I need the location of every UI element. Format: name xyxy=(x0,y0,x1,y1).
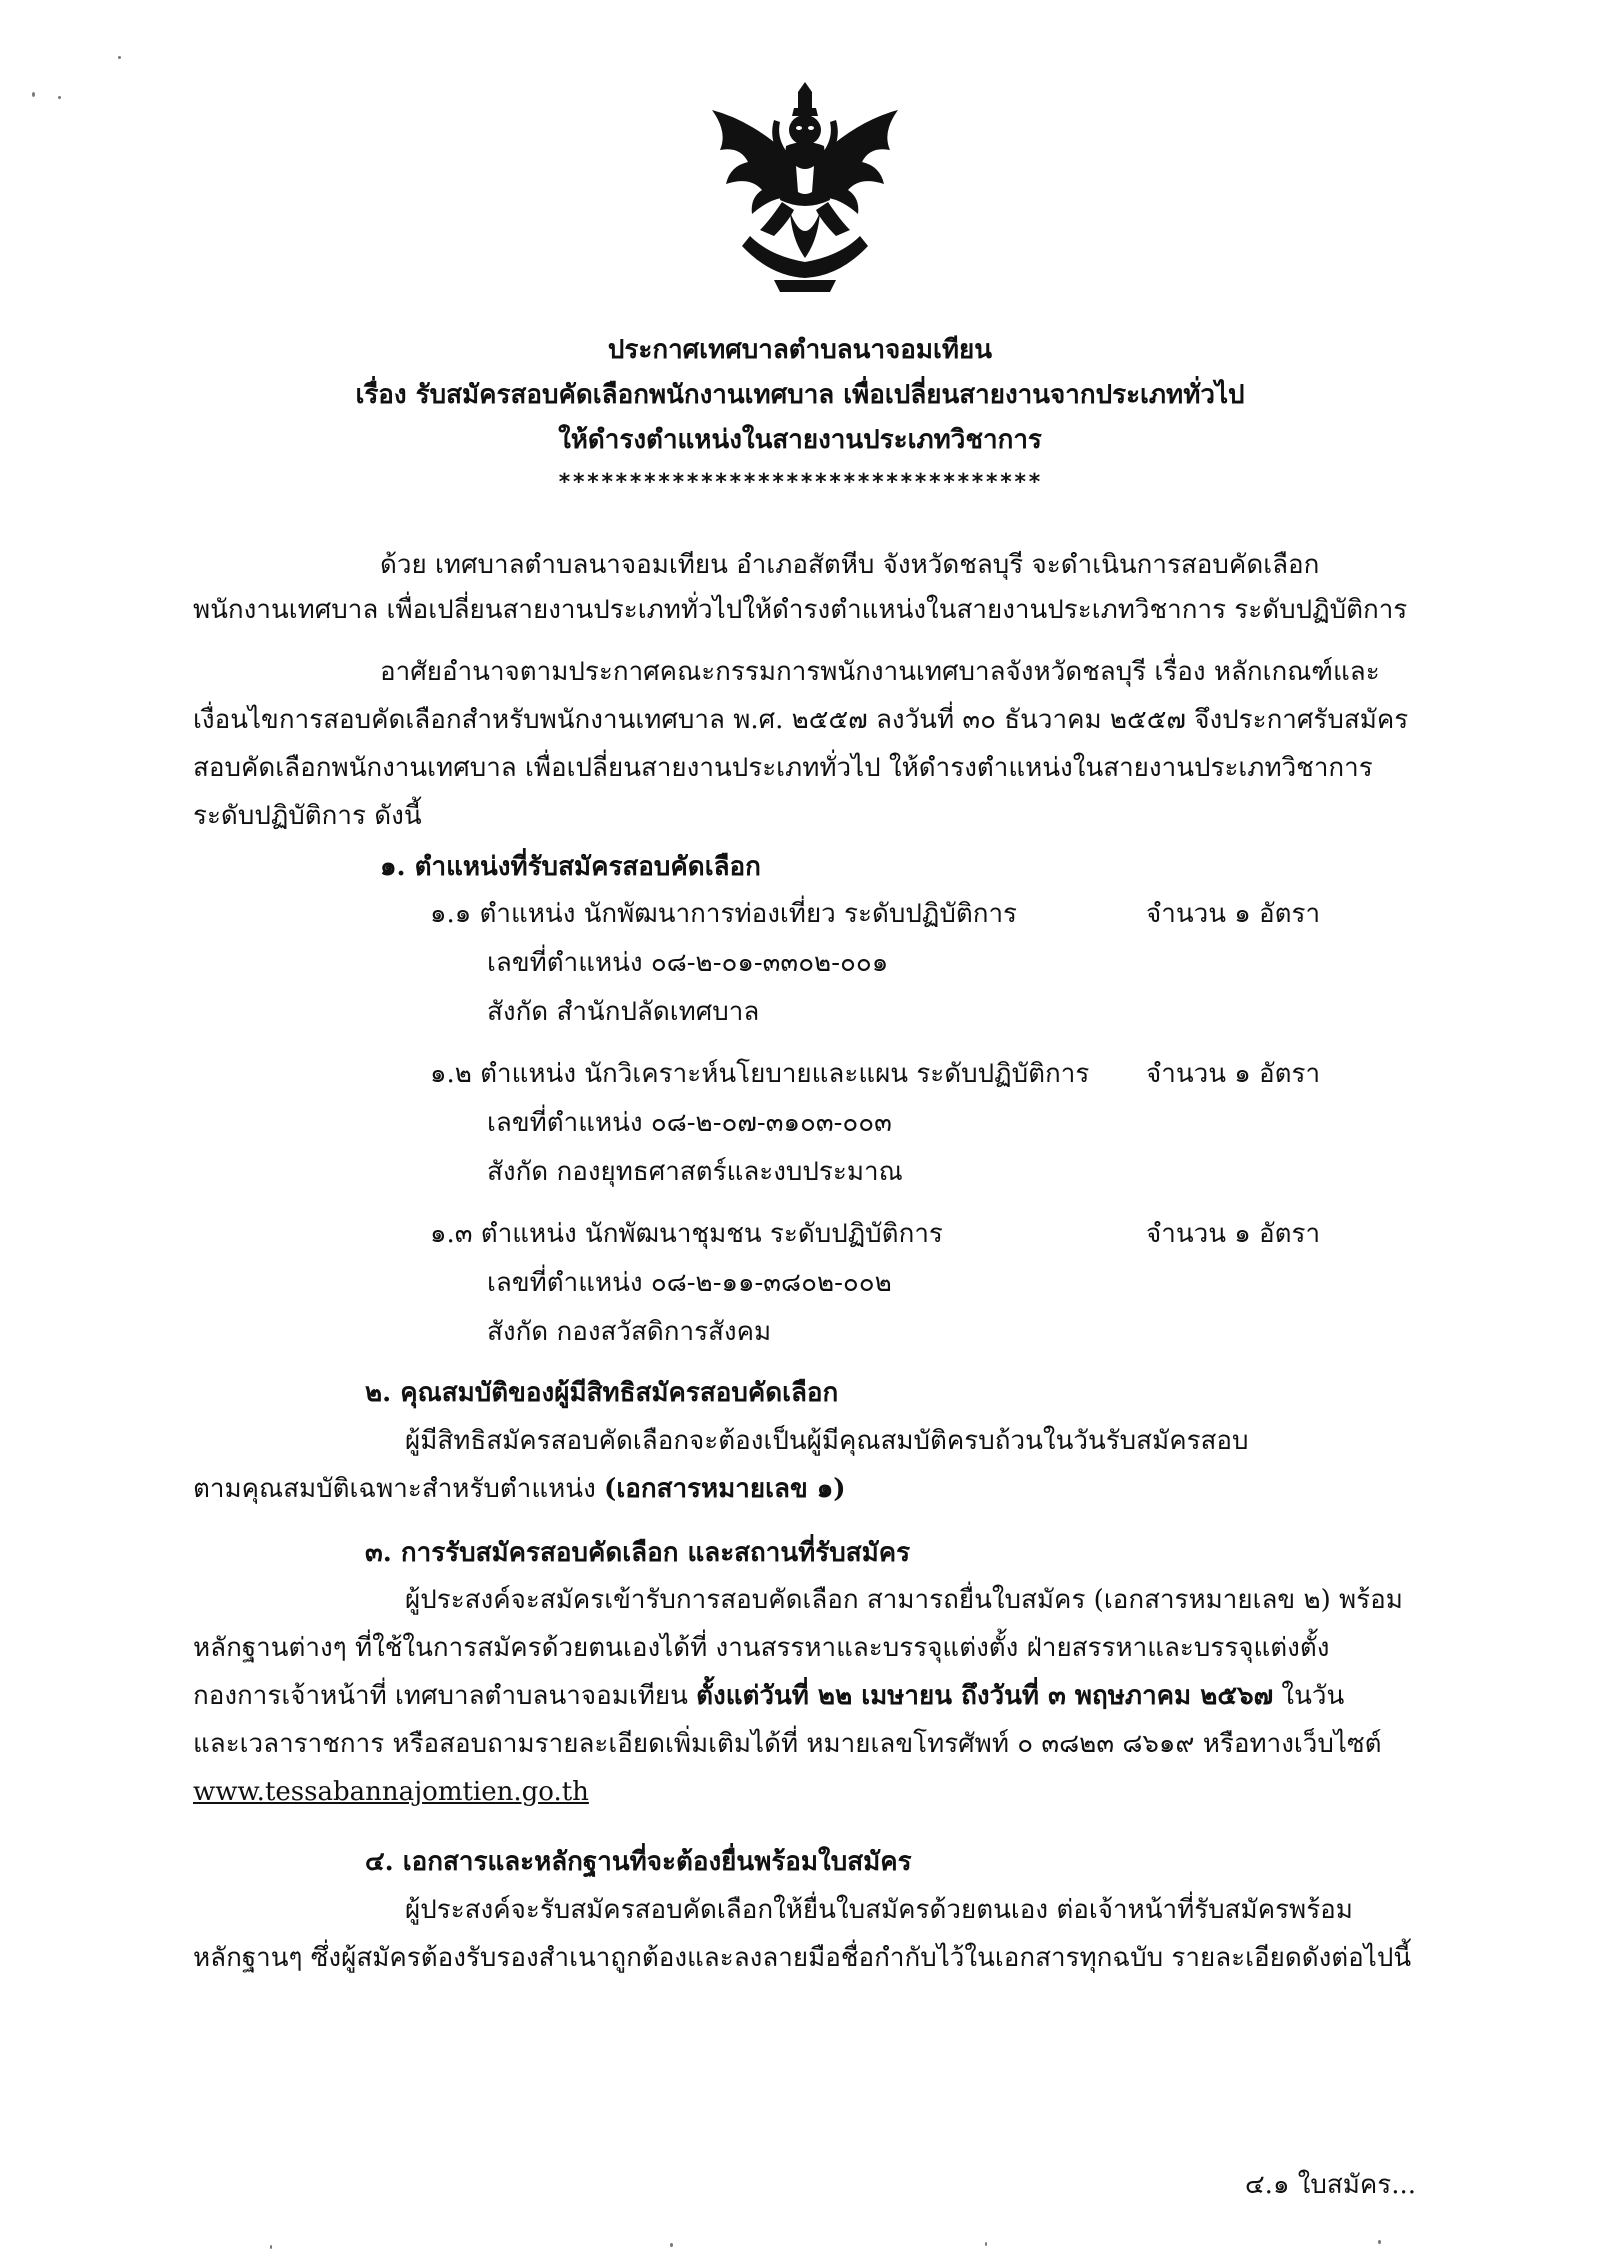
position-3-department: สังกัด กองสวัสดิการสังคม xyxy=(487,1317,772,1347)
intro-paragraph-2-line-2: เงื่อนไขการสอบคัดเลือกสำหรับพนักงานเทศบาล พ.ศ. ๒๕๕๗ ลงวันที่ ๓๐ ธันวาคม ๒๕๕๗ จึงประกาศรับสมัคร xyxy=(193,705,1409,735)
document-reference-1: (เอกสารหมายเลข ๑) xyxy=(604,1474,846,1504)
announcement-subject: เรื่อง รับสมัครสอบคัดเลือกพนักงานเทศบาล เพื่อเปลี่ยนสายงานจากประเภททั่วไป xyxy=(355,380,1245,410)
section-4-line-2: หลักฐานๆ ซึ่งผู้สมัครต้องรับรองสำเนาถูกต้องและลงลายมือชื่อกำกับไว้ในเอกสารทุกฉบับ รายละเอียดดังต่อไปนี้ xyxy=(193,1943,1412,1973)
intro-paragraph-2-line-3: สอบคัดเลือกพนักงานเทศบาล เพื่อเปลี่ยนสายงานประเภททั่วไป ให้ดำรงตำแหน่งในสายงานประเภทวิชาการ xyxy=(193,753,1373,783)
announcement-subject-line2: ให้ดำรงตำแหน่งในสายงานประเภทวิชาการ xyxy=(558,425,1042,455)
position-2-title: ๑.๒ ตำแหน่ง นักวิเคราะห์นโยบายและแผน ระดับปฏิบัติการ xyxy=(430,1059,1090,1089)
scan-speck xyxy=(32,92,35,97)
position-2-count: จำนวน ๑ อัตรา xyxy=(1146,1059,1321,1089)
scan-speck xyxy=(270,2245,272,2249)
section-2-line-2-text: ตามคุณสมบัติเฉพาะสำหรับตำแหน่ง xyxy=(193,1474,605,1504)
section-3-line-4: และเวลาราชการ หรือสอบถามรายละเอียดเพิ่มเติมได้ที่ หมายเลขโทรศัพท์ ๐ ๓๘๒๓ ๘๖๑๙ หรือทางเว็บไซต์ xyxy=(193,1729,1382,1759)
scan-speck xyxy=(1378,2240,1381,2244)
section-3-line-3 xyxy=(193,1676,1344,1716)
position-3-count: จำนวน ๑ อัตรา xyxy=(1146,1219,1321,1249)
scan-speck xyxy=(58,96,61,99)
section-2-line-2 xyxy=(193,1469,846,1509)
section-3-line-2: หลักฐานต่างๆ ที่ใช้ในการสมัครด้วยตนเองได้ที่ งานสรรหาและบรรจุแต่งตั้ง ฝ่ายสรรหาและบรรจุแต่งตั้ง xyxy=(193,1633,1330,1663)
intro-paragraph-2-line-1: อาศัยอำนาจตามประกาศคณะกรรมการพนักงานเทศบาลจังหวัดชลบุรี เรื่อง หลักเกณฑ์และ xyxy=(380,657,1380,687)
intro-paragraph-2-line-4: ระดับปฏิบัติการ ดังนี้ xyxy=(193,801,422,831)
position-1-title: ๑.๑ ตำแหน่ง นักพัฒนาการท่องเที่ยว ระดับปฏิบัติการ xyxy=(430,899,1018,929)
section-2-heading: ๒. คุณสมบัติของผู้มีสิทธิสมัครสอบคัดเลือก xyxy=(365,1378,839,1408)
scan-speck xyxy=(985,2242,987,2246)
section-3-line-3-tail: ในวัน xyxy=(1273,1681,1345,1711)
page-continuation: ๔.๑ ใบสมัคร... xyxy=(1245,2170,1417,2200)
section-3-line-1: ผู้ประสงค์จะสมัครเข้ารับการสอบคัดเลือก สามารถยื่นใบสมัคร (เอกสารหมายเลข ๒) พร้อม xyxy=(405,1585,1403,1615)
garuda-emblem-icon xyxy=(690,80,920,310)
section-3-line-3-text: กองการเจ้าหน้าที่ เทศบาลตำบลนาจอมเทียน xyxy=(193,1681,697,1711)
position-2-department: สังกัด กองยุทธศาสตร์และงบประมาณ xyxy=(487,1157,903,1187)
position-1-count: จำนวน ๑ อัตรา xyxy=(1146,899,1321,929)
position-1-number: เลขที่ตำแหน่ง ๐๘-๒-๐๑-๓๓๐๒-๐๐๑ xyxy=(487,948,889,978)
position-1-department: สังกัด สำนักปลัดเทศบาล xyxy=(487,997,760,1027)
intro-paragraph-1-line-1: ด้วย เทศบาลตำบลนาจอมเทียน อำเภอสัตหีบ จังหวัดชลบุรี จะดำเนินการสอบคัดเลือก xyxy=(380,550,1320,580)
section-2-line-1: ผู้มีสิทธิสมัครสอบคัดเลือกจะต้องเป็นผู้มีคุณสมบัติครบถ้วนในวันรับสมัครสอบ xyxy=(405,1426,1249,1456)
scan-speck xyxy=(670,2243,673,2247)
announcement-title: ประกาศเทศบาลตำบลนาจอมเทียน xyxy=(607,335,993,365)
website-link[interactable]: www.tessabannajomtien.go.th xyxy=(193,1777,589,1807)
section-4-line-1: ผู้ประสงค์จะรับสมัครสอบคัดเลือกให้ยื่นใบสมัครด้วยตนเอง ต่อเจ้าหน้าที่รับสมัครพร้อม xyxy=(405,1895,1353,1925)
position-3-number: เลขที่ตำแหน่ง ๐๘-๒-๑๑-๓๘๐๒-๐๐๒ xyxy=(487,1268,892,1298)
section-1-heading: ๑. ตำแหน่งที่รับสมัครสอบคัดเลือก xyxy=(380,852,761,882)
scan-speck xyxy=(118,56,121,59)
section-4-heading: ๔. เอกสารและหลักฐานที่จะต้องยื่นพร้อมใบสมัคร xyxy=(365,1847,912,1877)
intro-paragraph-1-line-2: พนักงานเทศบาล เพื่อเปลี่ยนสายงานประเภททั่วไปให้ดำรงตำแหน่งในสายงานประเภทวิชาการ ระดับปฏิบัติการ xyxy=(193,595,1408,625)
title-separator: ********************************** xyxy=(557,470,1043,495)
application-period: ตั้งแต่วันที่ ๒๒ เมษายน ถึงวันที่ ๓ พฤษภาคม ๒๕๖๗ xyxy=(696,1681,1274,1711)
position-3-title: ๑.๓ ตำแหน่ง นักพัฒนาชุมชน ระดับปฏิบัติการ xyxy=(430,1219,943,1249)
section-3-heading: ๓. การรับสมัครสอบคัดเลือก และสถานที่รับสมัคร xyxy=(365,1538,911,1568)
position-2-number: เลขที่ตำแหน่ง ๐๘-๒-๐๗-๓๑๐๓-๐๐๓ xyxy=(487,1108,892,1138)
